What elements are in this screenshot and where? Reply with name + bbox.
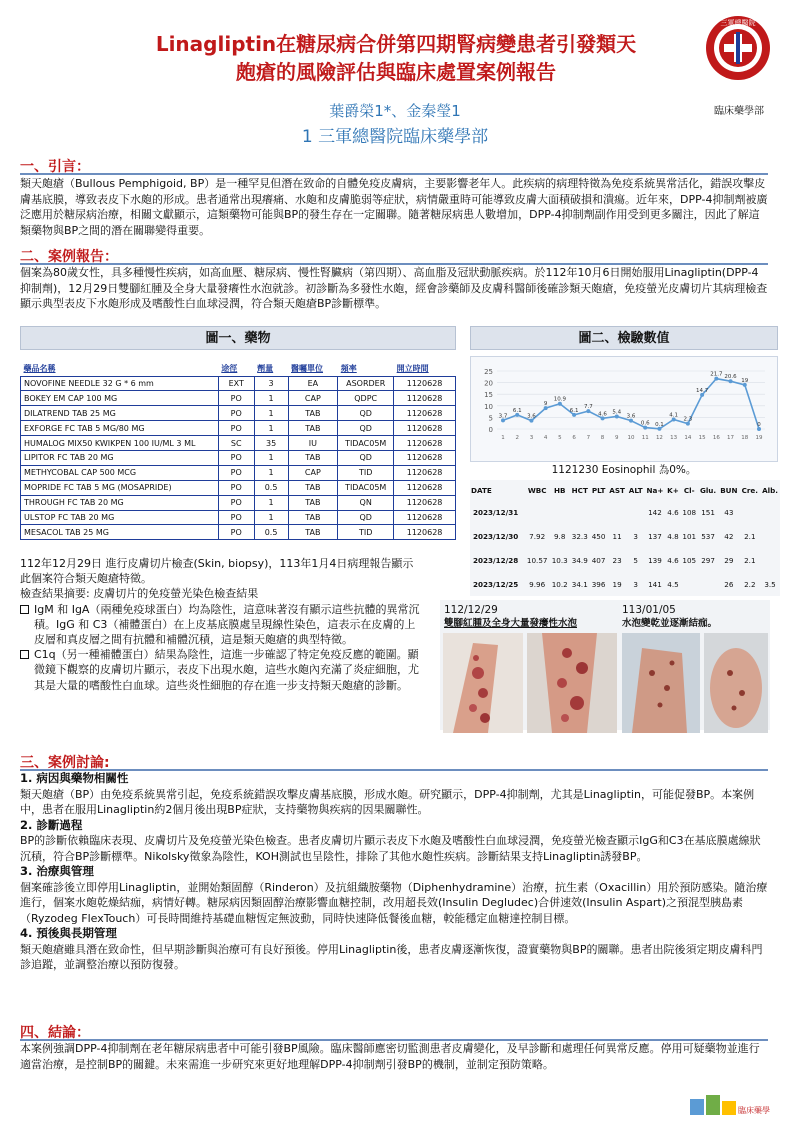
lab-cell: 3 <box>633 531 638 541</box>
data-label: 10.9 <box>553 396 567 403</box>
medication-header-row <box>21 362 456 376</box>
medication-cell: TAB <box>288 495 338 510</box>
x-tick-label: 2 <box>515 435 519 441</box>
lab-header-cell: HB <box>553 485 566 495</box>
medication-cell: 0.5 <box>254 480 288 495</box>
lab-cell: 297 <box>701 555 715 565</box>
data-label: 0.1 <box>655 421 664 428</box>
medication-cell: 1120628 <box>394 480 456 495</box>
lab-cell: 4.8 <box>667 531 679 541</box>
lab-cell: 34.9 <box>571 555 588 565</box>
conclusion-heading: 四、結論： <box>20 1025 90 1041</box>
medication-cell: CAP <box>288 391 338 406</box>
medication-cell: EXT <box>218 376 254 391</box>
x-tick-label: 14 <box>684 435 692 441</box>
medication-cell: SC <box>218 436 254 451</box>
lab-cell: 139 <box>648 555 662 565</box>
lab-cell: 2023/12/31 <box>473 507 519 517</box>
title-line-1: Linagliptin在糖尿病合併第四期腎病變患者引發類天 <box>155 32 637 56</box>
col-start-date: 開立時間 <box>394 362 456 376</box>
lab-header-cell: WBC <box>527 485 547 495</box>
data-label: 9 <box>543 401 548 408</box>
medication-cell: PO <box>218 450 254 465</box>
medication-cell: METHYCOBAL CAP 500 MCG <box>21 465 219 480</box>
lab-cell <box>760 500 780 524</box>
y-tick-label: 25 <box>484 368 493 376</box>
lab-cell: 137 <box>648 531 662 541</box>
biopsy-summary: 檢查結果摘要: 皮膚切片的免疫螢光染色檢查結果 <box>20 587 259 601</box>
medication-cell: 1 <box>254 450 288 465</box>
conclusion-text: 本案例強調DPP-4抑制劑在老年糖尿病患者中可能引發BP風險。臨床醫師應密切監測患者皮膚變化，及早診斷和處理任何異常反應。停用可疑藥物並進行適當治療，是控制BP的關鍵。未來需進一步研究來更好地理解DPP-4抑制劑引發BP的機制，並制定預防策略。 <box>20 1042 760 1071</box>
x-tick-label: 5 <box>558 435 562 441</box>
data-label: 7.7 <box>583 404 593 411</box>
lab-cell <box>607 500 627 524</box>
lab-cell: 32.3 <box>571 531 588 541</box>
lab-cell: 9.96 <box>529 579 546 589</box>
medication-cell: QD <box>338 510 394 525</box>
medication-cell: 1 <box>254 495 288 510</box>
medication-cell: 1120628 <box>394 436 456 451</box>
lab-cell: 26 <box>724 579 734 589</box>
medication-cell: TAB <box>288 406 338 421</box>
fig1-title: 圖一、藥物 <box>20 326 456 350</box>
photo-label-1-date: 112/12/29 <box>444 604 498 616</box>
lab-header-cell: Alb. <box>762 485 778 495</box>
data-label: 3.6 <box>527 413 536 420</box>
footer-logo <box>690 1095 770 1119</box>
lab-cell: 141 <box>648 579 662 589</box>
lab-header-cell: Glu. <box>699 485 717 495</box>
photo-feet-healing <box>704 633 768 733</box>
x-tick-label: 12 <box>655 435 663 441</box>
lab-cell: 10.57 <box>526 555 548 565</box>
medication-cell: 35 <box>254 436 288 451</box>
lab-cell: 5 <box>633 555 638 565</box>
x-tick-label: 10 <box>627 435 635 441</box>
lab-cell <box>627 500 645 524</box>
medication-cell: PO <box>218 391 254 406</box>
lab-cell: 407 <box>591 555 606 565</box>
medication-cell: 1120628 <box>394 421 456 436</box>
chart-caption: 1121230 Eosinophil 為0%。 <box>551 464 697 476</box>
biopsy-bullet-2 <box>20 647 420 693</box>
photo-leg-blisters <box>527 633 617 733</box>
dept-label: 臨床藥學部 <box>714 106 764 117</box>
medication-cell: 1120628 <box>394 406 456 421</box>
medication-cell: 1 <box>254 510 288 525</box>
lab-header-cell: Cl- <box>683 485 695 495</box>
x-tick-label: 6 <box>572 435 576 441</box>
medication-cell: QDPC <box>338 391 394 406</box>
biopsy-bullet-1-text: IgM 和 IgA（兩種免疫球蛋白）均為陰性，這意味著沒有顯示這些抗體的異常沉積。IgG 和 C3（補體蛋白）在上皮基底膜處呈現線性染色，這表示在皮膚的上皮層和真皮層之間有抗體和補體沉積，這是類天皰瘡的典型特徵。 <box>34 602 420 647</box>
medication-cell: 1 <box>254 406 288 421</box>
medication-cell: PO <box>218 510 254 525</box>
x-tick-label: 4 <box>543 435 548 441</box>
discussion-text-3: 個案確診後立即停用Linagliptin，並開始類固醇（Rinderon）及抗組織胺藥物（Diphenhydramine）治療，抗生素（Oxacillin）用於預防感染。隨治療進行，個案水皰乾燥結痂，病情好轉。糖尿病因類固醇治療影響血糖控制，改用超長效(Insulin Degludec)合併速效(Insulin Aspart)之預混型胰島素（Ryzodeg FlexTouch）可長時間維持基礎血糖恆定無波動，同時快速降低餐後血糖，較能穩定血糖達控制目標。 <box>20 880 768 925</box>
y-tick-label: 15 <box>484 391 493 400</box>
lab-header-row <box>470 480 780 500</box>
lab-cell: 2023/12/30 <box>473 531 519 541</box>
medication-cell: QN <box>338 495 394 510</box>
lab-header-cell: HCT <box>571 485 588 495</box>
eosinophil-chart <box>470 356 778 462</box>
x-tick-label: 19 <box>755 435 763 441</box>
lab-cell <box>570 500 590 524</box>
medication-cell: QD <box>338 406 394 421</box>
affiliation: 1 三軍總醫院臨床藥學部 <box>301 127 489 147</box>
biopsy-intro: 112年12月29日 進行皮膚切片檢查(Skin, biopsy)，113年1月4日病理報告顯示此個案符合類天皰瘡特徵。 <box>20 557 414 586</box>
medication-cell: DILATREND TAB 25 MG <box>21 406 219 421</box>
discussion-subheading-2: 2. 診斷過程 <box>20 817 83 832</box>
medication-cell: 1120628 <box>394 376 456 391</box>
data-label: 6.1 <box>512 407 522 414</box>
medication-cell: PO <box>218 465 254 480</box>
medication-row <box>21 436 456 451</box>
medication-row <box>21 376 456 391</box>
medication-cell: 1120628 <box>394 450 456 465</box>
medication-row <box>21 480 456 495</box>
x-tick-label: 7 <box>586 435 591 441</box>
discussion-text-1: 類天皰瘡（BP）由免疫系統異常引起，免疫系統錯誤攻擊皮膚基底膜，形成水皰。研究顯示，DPP-4抑制劑，尤其是Linagliptin，可能促發BP。本案例中，患者在服用Linagliptin約2個月後出現BP症狀，支持藥物與疾病的因果關聯性。 <box>20 787 755 816</box>
medication-cell: PO <box>218 480 254 495</box>
medication-cell: TID <box>338 525 394 540</box>
lab-header-cell: BUN <box>720 485 738 495</box>
medication-cell: IU <box>288 436 338 451</box>
photo-hand-healing <box>622 633 700 733</box>
photo-label-2 <box>622 604 717 630</box>
lab-cell <box>760 548 780 572</box>
authors: 葉爵榮1*、金秦瑩1 <box>329 102 461 120</box>
x-tick-label: 16 <box>712 435 720 441</box>
lab-cell: 10.3 <box>551 555 568 565</box>
data-label: 6.1 <box>569 407 579 414</box>
x-tick-label: 9 <box>615 435 619 441</box>
y-tick-label: 0 <box>488 426 493 434</box>
data-label: 0.6 <box>640 420 650 427</box>
medication-cell: QD <box>338 450 394 465</box>
lab-cell: 2023/12/28 <box>473 555 519 565</box>
col-drug-name: 藥品名稱 <box>21 362 219 376</box>
lab-cell: 4.6 <box>667 555 679 565</box>
medication-cell: ULSTOP FC TAB 20 MG <box>21 510 219 525</box>
medication-cell: 1120628 <box>394 510 456 525</box>
lab-cell: 10.2 <box>551 579 568 589</box>
x-tick-label: 8 <box>600 435 605 441</box>
discussion-subheading-3: 3. 治療與管理 <box>20 864 94 878</box>
discussion-body <box>20 771 768 973</box>
medication-cell: TIDAC05M <box>338 480 394 495</box>
lab-cell: 9.8 <box>553 531 566 541</box>
medication-table <box>20 362 456 540</box>
data-label: 20.6 <box>724 374 737 381</box>
lab-cell <box>590 500 607 524</box>
medication-cell: BOKEY EM CAP 100 MG <box>21 391 219 406</box>
data-label: 19 <box>741 377 749 384</box>
medication-cell: TAB <box>288 480 338 495</box>
medication-cell: 3 <box>254 376 288 391</box>
case-heading: 二、案例報告： <box>20 249 118 265</box>
medication-cell: EA <box>288 376 338 391</box>
lab-cell <box>760 524 780 548</box>
intro-text: 類天皰瘡（Bullous Pemphigoid, BP）是一種罕見但潛在致命的自體免疫皮膚病，主要影響老年人。此疾病的病理特徵為免疫系統異常活化，錯誤攻擊皮膚基底膜，導致表皮下水皰的形成。患者通常出現癢痛、水皰和皮膚脆弱等症狀，病情嚴重時可能導致皮膚大面積破損和潰瘍。近年來，DPP-4抑制劑被廣泛應用於糖尿病治療，相關文獻顯示，這類藥物可能與BP的發生存在一定關聯。隨著糖尿病患人數增加，DPP-4抑制劑副作用受到更多關注，因此了解這類藥物與BP之間的潛在關聯變得重要。 <box>20 177 768 237</box>
data-label: 3.7 <box>498 413 508 420</box>
y-tick-label: 20 <box>484 379 493 388</box>
lab-header-cell: AST <box>609 485 625 495</box>
lab-cell: 108 <box>682 507 697 517</box>
lab-cell <box>681 572 698 596</box>
medication-cell: NOVOFINE NEEDLE 32 G * 6 mm <box>21 376 219 391</box>
case-text: 個案為80歲女性，具多種慢性疾病，如高血壓、糖尿病、慢性腎臟病（第四期）、高血脂及冠狀動脈疾病。於112年10月6日開始服用Linagliptin(DPP-4抑制劑)，12月29日雙腳紅腫及全身大量發癢性水泡就診。初診斷為多發性水皰，經會診藥師及皮膚科醫師後確診類天皰瘡，免疫螢光皮膚切片其病理檢查顯示典型表皮下水皰形成及嗜酸性白血球浸潤，符合類天皰瘡BP診斷標準。 <box>20 266 768 310</box>
col-unit: 醫囑單位 <box>288 362 338 376</box>
intro-divider <box>20 173 768 175</box>
lab-cell: 23 <box>612 555 622 565</box>
lab-header-cell: K+ <box>667 485 679 495</box>
lab-cell: 101 <box>682 531 697 541</box>
lab-cell: 450 <box>591 531 606 541</box>
lab-cell: 2023/12/25 <box>473 579 519 589</box>
medication-row <box>21 510 456 525</box>
medication-cell: CAP <box>288 465 338 480</box>
checkbox-icon <box>20 650 29 659</box>
medication-cell: 1 <box>254 421 288 436</box>
logo-text: 三軍總醫院 <box>720 19 756 27</box>
lab-header-cell: PLT <box>591 485 606 495</box>
medication-cell: TAB <box>288 421 338 436</box>
discussion-text-4: 類天皰瘡雖具潛在致命性，但早期診斷與治療可有良好預後。停用Linagliptin後，患者皮膚逐漸恢復，證實藥物與BP的關聯。患者出院後須定期皮膚科門診追蹤，並調整治療以預防復發。 <box>20 942 763 971</box>
medication-row <box>21 391 456 406</box>
medication-cell: PO <box>218 406 254 421</box>
eosinophil-chart-svg <box>471 357 777 461</box>
lab-cell: 19 <box>612 579 622 589</box>
medication-cell: TID <box>338 465 394 480</box>
medication-cell: HUMALOG MIX50 KWIKPEN 100 IU/ML 3 ML <box>21 436 219 451</box>
lab-cell: 4.6 <box>667 507 679 517</box>
lab-cell: 3.5 <box>764 579 776 589</box>
medication-cell: LIPITOR FC TAB 20 MG <box>21 450 219 465</box>
photo-label-2-date: 113/01/05 <box>622 604 676 616</box>
lab-cell <box>525 500 550 524</box>
medication-row <box>21 525 456 540</box>
photo-label-2-desc: 水泡變乾並逐漸結痂。 <box>622 618 718 629</box>
lab-cell: 34.1 <box>571 579 588 589</box>
photo-label-1 <box>444 604 577 630</box>
lab-row <box>470 572 780 596</box>
lab-cell: 2.1 <box>744 555 756 565</box>
lab-cell: 2.1 <box>744 531 756 541</box>
data-label: 5.4 <box>612 409 622 416</box>
x-tick-label: 3 <box>529 435 534 441</box>
discussion-heading: 三、案例討論: <box>20 755 110 771</box>
lab-cell: 29 <box>724 555 734 565</box>
lab-header-cell: Na+ <box>646 485 664 495</box>
medication-cell: THROUGH FC TAB 20 MG <box>21 495 219 510</box>
medication-row <box>21 495 456 510</box>
lab-row <box>470 524 780 548</box>
col-route: 途徑 <box>218 362 254 376</box>
medication-cell: ASORDER <box>338 376 394 391</box>
lab-row <box>470 548 780 572</box>
data-label: 0 <box>757 422 761 428</box>
fig2-title: 圖二、檢驗數值 <box>470 326 778 350</box>
medication-cell: 1120628 <box>394 525 456 540</box>
data-label: 4.6 <box>598 411 607 418</box>
col-dose: 劑量 <box>254 362 288 376</box>
medication-cell: MESACOL TAB 25 MG <box>21 525 219 540</box>
lab-cell: 396 <box>591 579 606 589</box>
discussion-subheading-4: 4. 預後與長期管理 <box>20 926 117 940</box>
medication-cell: TIDAC05M <box>338 436 394 451</box>
medication-cell: 1 <box>254 391 288 406</box>
lab-cell: 4.5 <box>667 579 679 589</box>
photo-arm-blisters <box>443 633 523 733</box>
lab-table <box>470 480 780 596</box>
x-tick-label: 13 <box>670 435 678 441</box>
lab-cell: 151 <box>701 507 715 517</box>
medication-cell: 1 <box>254 465 288 480</box>
x-tick-label: 15 <box>698 435 706 441</box>
medication-cell: PO <box>218 421 254 436</box>
discussion-subheading-1: 1. 病因與藥物相關性 <box>20 771 129 785</box>
x-tick-label: 17 <box>727 435 735 441</box>
biopsy-section <box>20 556 420 693</box>
lab-cell: 537 <box>701 531 715 541</box>
medication-cell: 1120628 <box>394 391 456 406</box>
lab-cell: 105 <box>682 555 697 565</box>
lab-cell: 7.92 <box>529 531 546 541</box>
lab-header-cell: ALT <box>628 485 643 495</box>
medication-cell: PO <box>218 525 254 540</box>
medication-cell: 0.5 <box>254 525 288 540</box>
medication-cell: MOPRIDE FC TAB 5 MG (MOSAPRIDE) <box>21 480 219 495</box>
photo-label-1-desc: 雙腳紅腫及全身大量發癢性水泡 <box>444 618 578 629</box>
medication-cell: TAB <box>288 450 338 465</box>
footer-logo-text: 臨床藥學 <box>738 1106 770 1115</box>
medication-cell: PO <box>218 495 254 510</box>
lab-cell: 43 <box>724 507 734 517</box>
data-label: 2.3 <box>683 416 693 423</box>
lab-cell: 42 <box>724 531 734 541</box>
checkbox-icon <box>20 605 29 614</box>
lab-cell: 3 <box>633 579 638 589</box>
medication-row <box>21 406 456 421</box>
medication-cell: 1120628 <box>394 465 456 480</box>
x-tick-label: 1 <box>501 435 505 441</box>
lab-cell <box>698 572 718 596</box>
medication-cell: TAB <box>288 510 338 525</box>
medication-cell: QD <box>338 421 394 436</box>
medication-row <box>21 465 456 480</box>
biopsy-bullet-2-text: C1q（另一種補體蛋白）結果為陰性，這進一步確認了特定免疫反應的範圍。顯微鏡下觀察的皮膚切片顯示，表皮下出現水皰，這些水皰內充滿了炎症細胞，尤其是大量的嗜酸性白血球。這些炎性細胞的存在進一步支持類天皰瘡的診斷。 <box>34 648 419 692</box>
lab-cell <box>740 500 760 524</box>
biopsy-bullet-1 <box>20 602 420 648</box>
medication-cell: TAB <box>288 525 338 540</box>
intro-heading: 一、引言： <box>20 159 90 175</box>
poster-title <box>86 30 706 86</box>
title-line-2: 皰瘡的風險評估與臨床處置案例報告 <box>236 60 556 84</box>
data-label: 21.7 <box>710 371 723 378</box>
medication-cell: EXFORGE FC TAB 5 MG/80 MG <box>21 421 219 436</box>
lab-header-cell: Cre. <box>741 485 759 495</box>
data-label: 14.7 <box>695 387 709 394</box>
col-frequency: 頻率 <box>338 362 394 376</box>
lab-cell: 142 <box>648 507 662 517</box>
medication-cell: 1120628 <box>394 495 456 510</box>
y-tick-label: 5 <box>488 414 493 423</box>
lab-cell <box>550 500 570 524</box>
lab-cell: 11 <box>612 531 622 541</box>
discussion-text-2: BP的診斷依賴臨床表現、皮膚切片及免疫螢光染色檢查。患者皮膚切片顯示表皮下水皰及嗜酸性白血球浸潤，免疫螢光檢查顯示IgG和C3在基底膜處線狀沉積，符合BP診斷標準。Nikolsky徵象為陰性，KOH測試也呈陰性，排除了其他水皰性疾病。診斷結果支持Linagliptin誘發BP。 <box>20 834 761 863</box>
x-tick-label: 18 <box>741 435 749 441</box>
lab-cell: 2.2 <box>744 579 756 589</box>
data-label: 4.1 <box>669 412 679 419</box>
hospital-logo <box>704 14 772 82</box>
lab-row <box>470 500 780 524</box>
y-tick-label: 10 <box>484 402 493 411</box>
lab-header-cell: DATE <box>471 485 492 495</box>
data-label: 3.6 <box>626 413 636 420</box>
x-tick-label: 11 <box>641 435 649 441</box>
medication-row <box>21 450 456 465</box>
medication-row <box>21 421 456 436</box>
